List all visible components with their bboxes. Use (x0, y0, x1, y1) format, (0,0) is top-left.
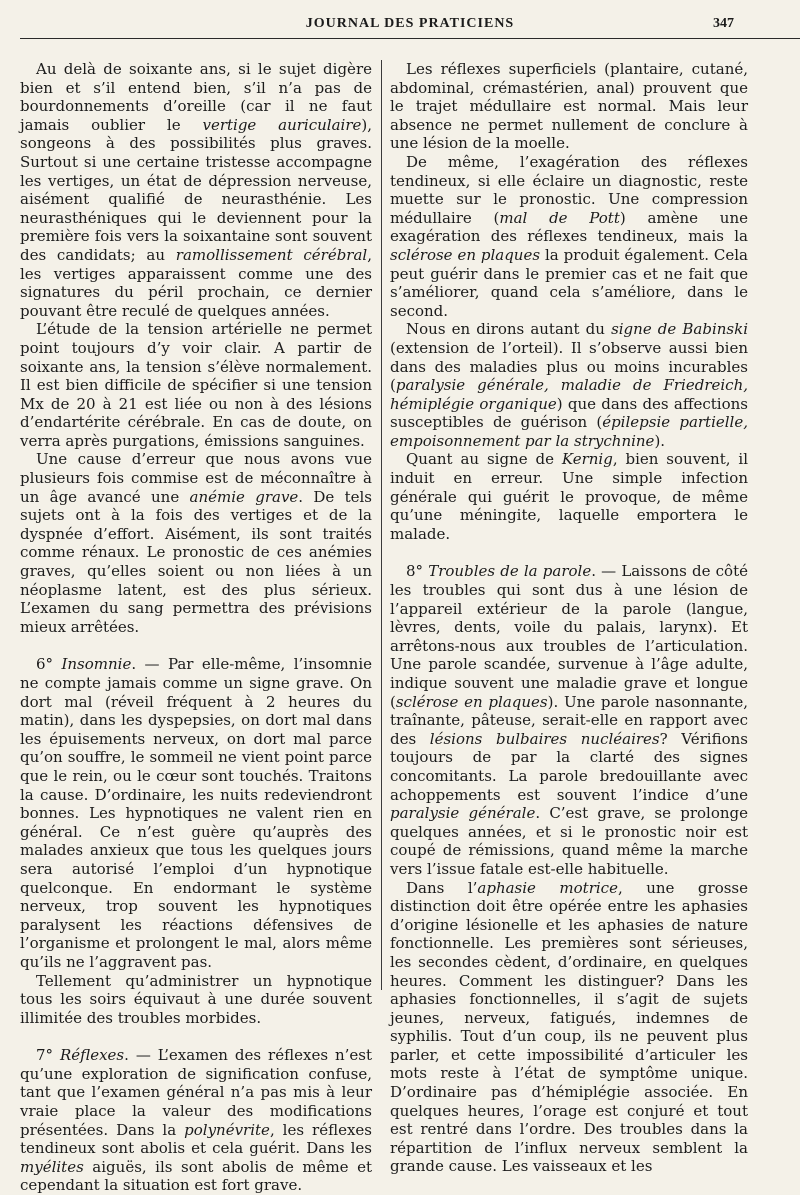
text-run: ? Vérifions toujours de par la clarté des signes concomitants. La parole bredouillante avec achoppements est souvent l’indice d’une (390, 729, 748, 804)
italic-run: sclérose en plaques (390, 245, 541, 264)
text-run: la produit également. Cela peut guérir dans le premier cas et ne fait que s’améliorer, quand cela s’améliore, dans le second. (390, 245, 749, 320)
italic-run: lésions bulbaires nucléaires (429, 729, 660, 748)
text-run: aiguës, ils sont abolis de même et cependant la situation est fort grave. (20, 1157, 372, 1195)
paragraph (20, 655, 372, 971)
text-run: 6° (36, 655, 62, 674)
paragraph (390, 60, 748, 153)
italic-run: aphasie motrice (477, 878, 618, 897)
text-run: (extension de l’orteil). Il s’observe aussi bien dans des maladies plus ou moins incurables ( (390, 338, 748, 395)
italic-run: paralysie générale (390, 804, 536, 823)
italic-run: sclérose en plaques (395, 692, 548, 711)
text-run: ) que dans des affections susceptibles de guérison ( (390, 394, 748, 432)
left-column (20, 60, 372, 1195)
italic-run: anémie grave (189, 487, 299, 506)
text-run: De même, l’exagération des réflexes tendineux, si elle éclaire un diagnostic, reste muette sur le pronostic. Une compression médullaire ( (390, 152, 748, 227)
paragraph (20, 320, 372, 450)
text-run: . C’est grave, se prolonge quelques années, et si le pronostic noir est coupé de rémissions, quand même la marche vers l’issue fatale est-elle habituelle. (390, 804, 748, 878)
page-number: 347 (713, 16, 734, 31)
text-run: Tellement qu’administrer un hypnotique tous les soirs équivaut à une durée souvent illimitée des troubles morbides. (20, 971, 372, 1027)
italic-run: polynévrite (184, 1120, 270, 1139)
running-header (20, 14, 800, 39)
text-run: Les réflexes superficiels (plantaire, cutané, abdominal, crémastérien, anal) prouvent que le trajet médullaire est normal. Mais leur absence ne permet nullement de conclure à une lésion de la moelle. (390, 60, 748, 153)
text-run: . — L’examen des réflexes n’est qu’une exploration de signification confuse, tant que l’examen général n’a pas mis à leur vraie place la valeur des modifications présentées. Dans la (20, 1046, 373, 1139)
italic-run: Insomnie (61, 655, 132, 674)
paragraph (390, 320, 748, 450)
italic-run: ramollissement cérébral (175, 245, 368, 264)
text-run: ). (654, 431, 666, 450)
text-run: Nous en dirons autant du (406, 320, 612, 339)
paragraph (390, 562, 748, 878)
paragraph (20, 972, 372, 1028)
text-run: ) amène une exagération des réflexes tendineux, mais la (390, 208, 748, 246)
text-run: , les réflexes tendineux sont abolis et cela guérit. Dans les (20, 1120, 372, 1158)
paragraph (390, 450, 748, 543)
text-run: Une cause d’erreur que nous avons vue plusieurs fois commise est de méconnaître à un âge avancé une (20, 450, 372, 506)
italic-run: paralysie générale, maladie de Friedreich, hémiplégie organique (390, 376, 748, 413)
right-column (390, 60, 748, 1176)
italic-run: signe de Babinski (611, 320, 748, 339)
italic-run: myélites (20, 1157, 84, 1176)
text-run: . De tels sujets ont à la fois des vertiges et de la dyspnée d’effort. Aisément, ils sont traités comme rénaux. Le pronostic de ces anémies graves, qu’elles soient ou non liées à un néoplasme latent, est des plus sérieux. L’examen du sang permettra des prévisions mieux arrêtées. (20, 487, 373, 636)
italic-run: vertige auriculaire (202, 115, 362, 134)
text-run: Au delà de soixante ans, si le sujet digère bien et s’il entend bien, s’il n’a pas de bourdonnements d’oreille (car il ne faut jamais oublier le (20, 60, 372, 134)
paragraph (390, 879, 748, 1177)
text-run: 7° (36, 1046, 61, 1065)
text-run: ), songeons à des possibilités plus graves. Surtout si une certaine tristesse accompagne les vertiges, un état de dépression nerveuse, aisément qualifié de neurasthénie. Les neurasthéniques qui le deviennent pour la première fois vers la soixantaine sont souvent des candidats; au (20, 115, 373, 264)
text-run: 8° (406, 562, 429, 581)
paragraph (20, 450, 372, 636)
text-run: Quant au signe de (406, 450, 562, 469)
paragraph (390, 153, 748, 320)
text-run: . — Laissons de côté les troubles qui sont dus à une lésion de l’appareil extérieur de la parole (langue, lèvres, dents, voile du palais, larynx). Et arrêtons-nous aux troubles de l’articulation. Une parole scandée, survenue à l’âge adulte, indique souvent une maladie grave et longue ( (390, 562, 748, 711)
text-run: ). Une parole nasonnante, traînante, pâteuse, serait-elle en rapport avec des (390, 692, 748, 748)
text-run: . — Par elle-même, l’insomnie ne compte jamais comme un signe grave. On dort mal (réveil fréquent à 2 heures du matin), dans les dyspepsies, on dort mal dans les épuisements nerveux, on dort mal parce qu’on souffre, le sommeil ne vient point parce que le rein, ou le cœur sont touchés. Traitons la cause. D’ordinaire, les nuits redeviendront bonnes. Les hypnotiques ne valent rien en général. Ce n’est guère qu’auprès des malades anxieux que tous les quelques jours sera autorisé l’emploi d’un hypnotique quelconque. En endormant le système nerveux, trop souvent les hypnotiques paralysent les réactions défensives de l’organisme et prolongent le mal, alors même qu’ils ne l’aggravent pas. (20, 655, 373, 971)
italic-run: Kernig (561, 450, 613, 469)
italic-run: mal de Pott (499, 208, 620, 227)
column-divider (381, 60, 382, 990)
text-run: L’étude de la tension artérielle ne permet point toujours d’y voir clair. A partir de soixante ans, la tension s’élève normalement. Il est bien difficile de spécifier si une tension Mx de 20 à 21 est liée ou non à des lésions d’endartérite cérébrale. En cas de doute, on verra après purgations, émissions sanguines. (20, 320, 372, 450)
italic-run: Réflexes (60, 1046, 125, 1065)
text-run: , bien souvent, il induit en erreur. Une simple infection générale qui guérit le provoque, de même qu’une méningite, laquelle emportera le malade. (390, 450, 748, 543)
text-run: , les vertiges apparaissent comme une des signatures du péril prochain, ce dernier pouvant être reculé de quelques années. (20, 245, 372, 320)
journal-title: JOURNAL DES PRATICIENS (305, 16, 515, 31)
text-run: , une grosse distinction doit être opérée entre les aphasies d’origine lésionelle et les aphasies de nature fonctionnelle. Les premières sont sérieuses, les secondes cèdent, d’ordinaire, en quelques heures. Comment les distinguer? Dans les aphasies fonctionnelles, il s’agit de sujets jeunes, nerveux, fatigués, indemnes de syphilis. Tout d’un coup, ils ne peuvent plus parler, et cette impossibilité d’articuler les mots reste à l’état de symptôme unique. D’ordinaire pas d’hémiplégie associée. En quelques heures, l’orage est conjuré et tout est rentré dans l’ordre. Des troubles dans la répartition de l’influx nerveux semblent la grande cause. Les vaisseaux et les (390, 878, 748, 1176)
paragraph (20, 60, 372, 320)
italic-run: épilepsie partielle, empoisonnement par la strychnine (390, 413, 748, 450)
text-run: Dans l’ (406, 878, 478, 897)
italic-run: Troubles de la parole (428, 562, 592, 581)
